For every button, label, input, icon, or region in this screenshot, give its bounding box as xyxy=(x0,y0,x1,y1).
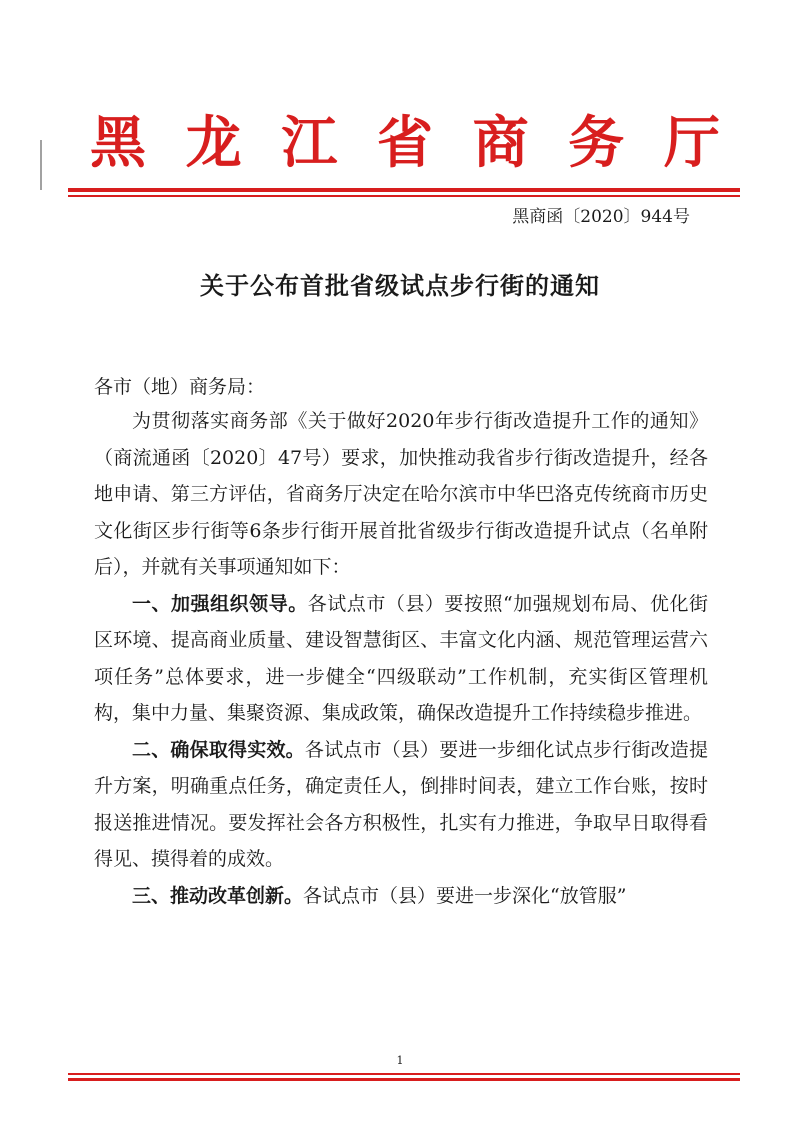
binding-mark xyxy=(40,140,50,190)
body-paragraph xyxy=(94,878,708,915)
body-paragraph xyxy=(94,586,708,732)
paragraph-heading: 一、加强组织领导。 xyxy=(132,592,308,615)
body-paragraph xyxy=(94,732,708,878)
document-number: 黑商函〔2020〕944号 xyxy=(512,207,690,227)
issuer-char: 江 xyxy=(281,110,338,176)
paragraph-text: 各试点市（县）要按照“加强规划布局、优化街区环境、提高商业质量、建设智慧街区、丰富文化内涵、规范管理运营六项任务”总体要求，进一步健全“四级联动”工作机制，充实街区管理机构，集中力量、集聚资源、集成政策，确保改造提升工作持续稳步推进。 xyxy=(94,592,708,724)
paragraph-text: 各试点市（县）要进一步深化“放管服” xyxy=(303,884,627,907)
salutation: 各市（地）商务局： xyxy=(94,376,266,398)
body-paragraph xyxy=(94,403,708,586)
footer-rule-thick xyxy=(68,1078,740,1081)
issuer-char: 商 xyxy=(472,110,529,176)
paragraph-heading: 三、推动改革创新。 xyxy=(132,884,304,907)
paragraph-text: 为贯彻落实商务部《关于做好2020年步行街改造提升工作的通知》（商流通函〔2020〕47号）要求，加快推动我省步行街改造提升，经各地申请、第三方评估，省商务厅决定在哈尔滨市中华巴洛克传统商市历史文化街区步行街等6条步行街开展首批省级步行街改造提升试点（名单附后），并就有关事项通知如下： xyxy=(94,410,708,578)
issuer-char: 省 xyxy=(376,110,433,176)
paragraph-heading: 二、确保取得实效。 xyxy=(132,738,305,761)
header-rule-thin xyxy=(68,195,740,197)
page-number: 1 xyxy=(396,1054,404,1067)
issuer-char: 龙 xyxy=(185,110,242,176)
document-body xyxy=(94,403,708,914)
issuer-char: 务 xyxy=(568,110,625,176)
footer-rule-thin xyxy=(68,1073,740,1075)
paragraph-text: 各试点市（县）要进一步细化试点步行街改造提升方案，明确重点任务，确定责任人，倒排时间表，建立工作台账，按时报送推进情况。要发挥社会各方积极性，扎实有力推进，争取早日取得看得见、摸得着的成效。 xyxy=(94,738,708,870)
issuer-char: 厅 xyxy=(663,110,720,176)
issuer-header xyxy=(90,108,720,178)
issuer-char: 黑 xyxy=(90,110,146,176)
document-title: 关于公布首批省级试点步行街的通知 xyxy=(200,271,600,300)
header-rule-thick xyxy=(68,188,740,192)
